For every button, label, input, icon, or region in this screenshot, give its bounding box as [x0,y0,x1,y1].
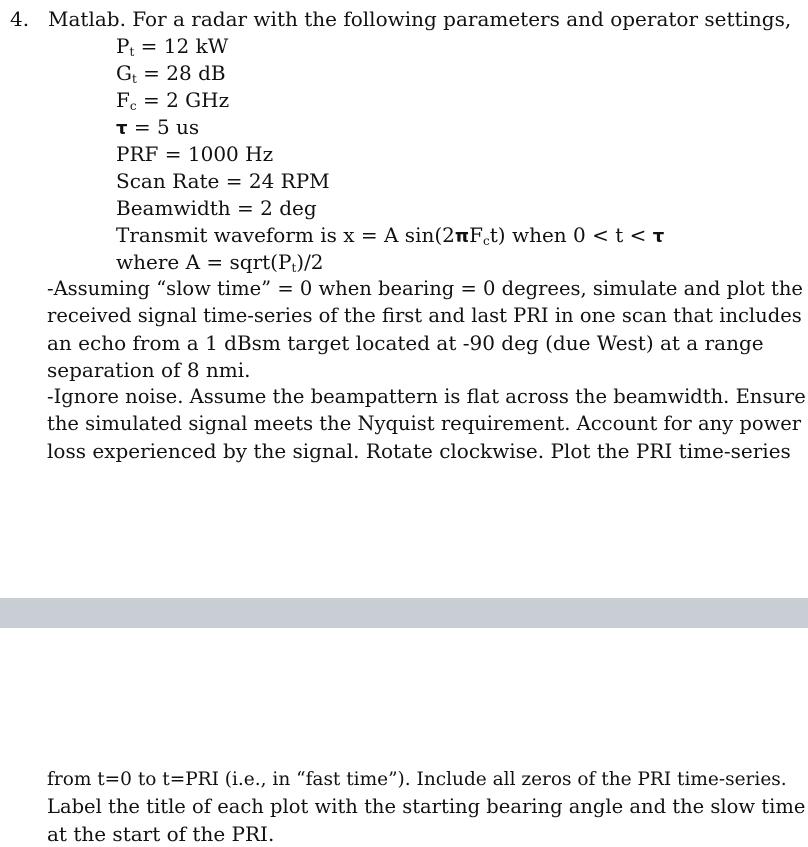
param-fc-value: = 2 GHz [136,88,230,112]
waveform-text-c: t) when 0 < t < [489,223,653,247]
waveform-text-a: Transmit waveform is x = A sin(2 [116,223,455,247]
waveform-tau: τ [652,226,665,247]
param-prf: PRF = 1000 Hz [116,142,274,166]
paragraph2-line: -Ignore noise. Assume the beampattern is flat across the beamwidth. Ensure [47,385,806,408]
paragraph2-line: the simulated signal meets the Nyquist requirement. Account for any power [47,412,802,435]
question-number: 4. [10,7,30,31]
param-pt-value: = 12 kW [134,34,229,58]
amplitude-text-a: where A = sqrt(P [116,250,292,274]
param-tau [116,114,199,142]
paragraph3-line: from t=0 to t=PRI (i.e., in “fast time”). Include all zeros of the PRI time-series. [47,769,787,790]
paragraph1-line: an echo from a 1 dBsm target located at -90 deg (due West) at a range [47,331,764,355]
waveform-text-b: F [469,223,484,247]
paragraph3-line: Label the title of each plot with the starting bearing angle and the slow time [47,795,806,818]
page-break-divider [0,598,808,628]
question-heading: Matlab. For a radar with the following parameters and operator settings, [48,7,792,31]
param-pt-subscript: t [129,45,135,59]
paragraph1-line: received signal time-series of the first and last PRI in one scan that includes [47,304,802,327]
param-tau-value: = 5 us [127,115,200,139]
param-pt-symbol: P [116,34,130,58]
amplitude-subscript: t [291,261,297,275]
param-gt-symbol: G [116,61,132,85]
param-beamwidth: Beamwidth = 2 deg [116,196,317,220]
param-scan-rate: Scan Rate = 24 RPM [116,169,330,193]
amplitude-text-b: )/2 [296,250,324,274]
waveform-pi: π [454,226,470,247]
paragraph1-line: separation of 8 nmi. [47,358,251,382]
waveform-subscript: c [483,234,490,248]
paragraph3-line: at the start of the PRI. [47,822,275,846]
param-fc-symbol: F [116,88,130,112]
param-gt-value: = 28 dB [136,61,226,85]
paragraph2-line: loss experienced by the signal. Rotate clockwise. Plot the PRI time-series [47,439,791,463]
param-fc-subscript: c [129,99,137,113]
param-tau-symbol: τ [116,118,128,139]
paragraph1-line: -Assuming “slow time” = 0 when bearing = 0 degrees, simulate and plot the [47,277,803,300]
param-gt-subscript: t [131,72,137,86]
